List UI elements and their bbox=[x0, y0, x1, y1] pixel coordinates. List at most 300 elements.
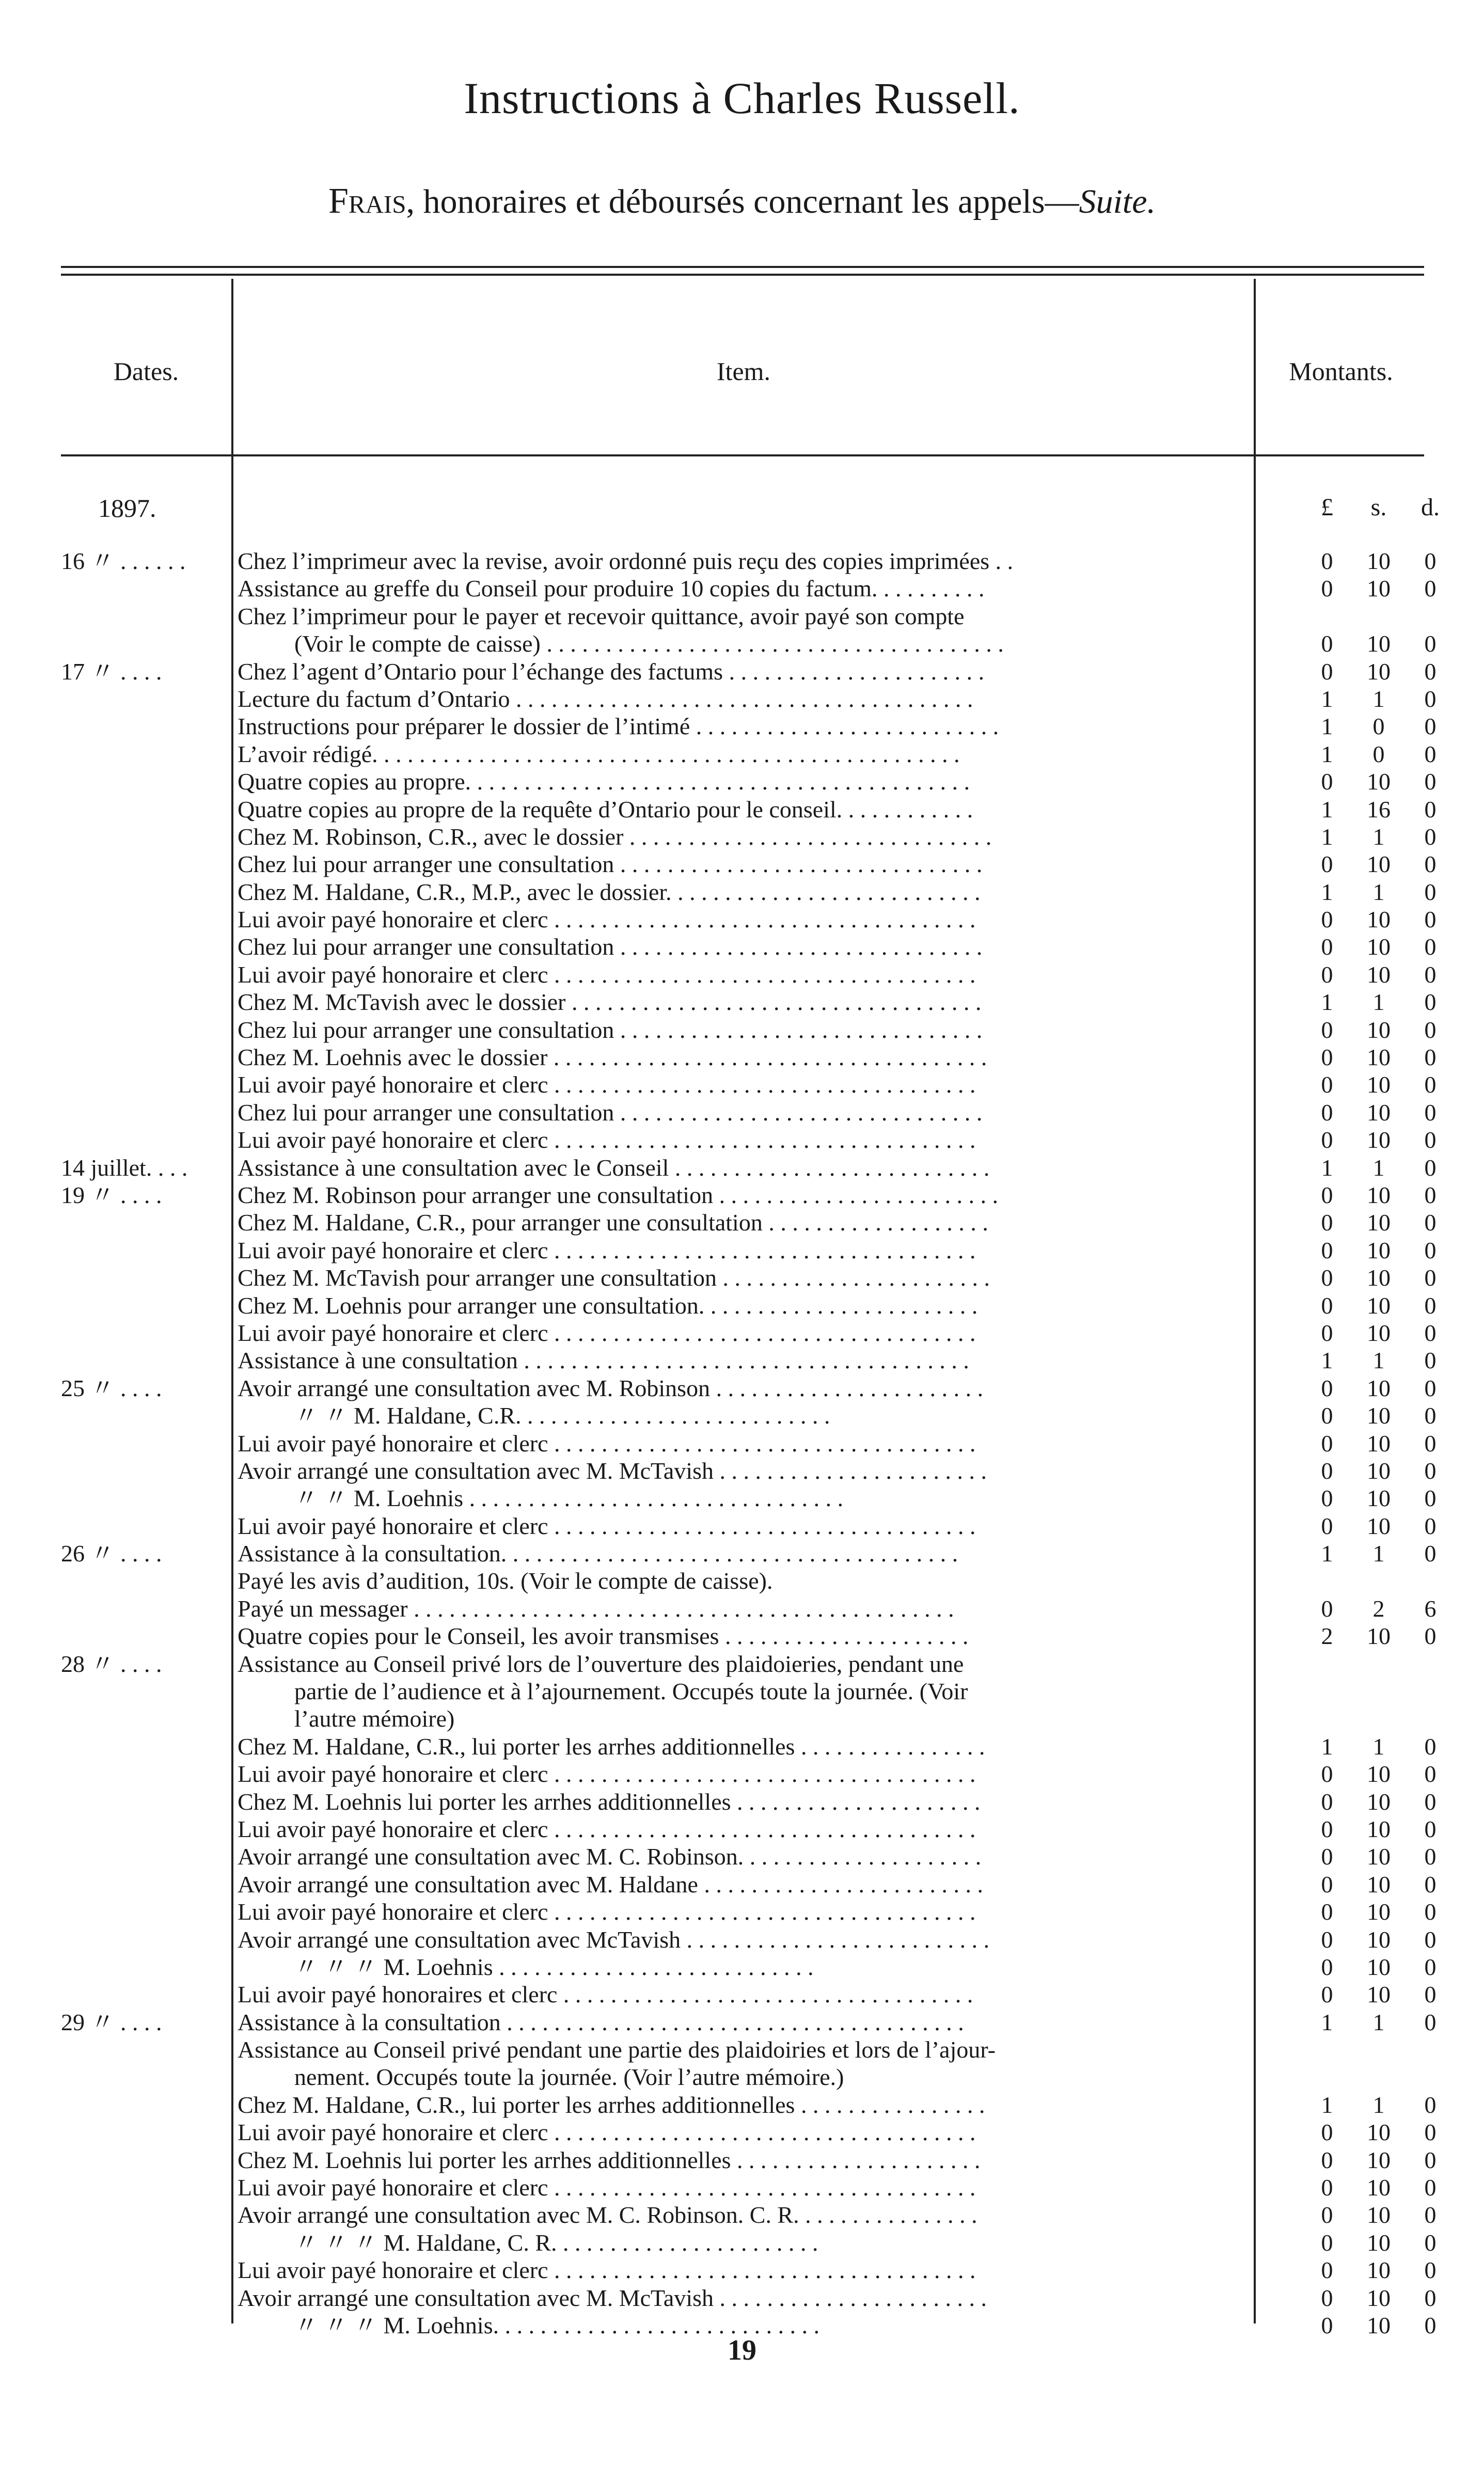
row-amount bbox=[1301, 1319, 1456, 1347]
amount-pence: 0 bbox=[1424, 851, 1436, 878]
row-item: Quatre copies au propre de la requête d’Ontario pour le conseil. . . . . . . . . . . . bbox=[238, 796, 973, 823]
row-amount bbox=[1301, 2091, 1456, 2119]
row-item: Assistance au greffe du Conseil pour produire 10 copies du factum. . . . . . . . . . bbox=[238, 575, 985, 602]
row-item: Assistance à la consultation . . . . . . . . . . . . . . . . . . . . . . . . . . . . . . . . . . . . . . . bbox=[238, 2009, 964, 2035]
row-item: Avoir arrangé une consultation avec M. McTavish . . . . . . . . . . . . . . . . . . . . . . . bbox=[238, 2284, 987, 2311]
row-item: Payé les avis d’audition, 10s. (Voir le compte de caisse). bbox=[238, 1568, 773, 1594]
amount-pounds: 0 bbox=[1321, 851, 1333, 878]
amount-shillings: 10 bbox=[1367, 1871, 1391, 1898]
table-row bbox=[0, 1430, 1484, 1457]
amount-shillings: 10 bbox=[1367, 851, 1391, 878]
row-amount bbox=[1301, 1788, 1456, 1815]
amount-pounds: 0 bbox=[1321, 1099, 1333, 1126]
amount-shillings: 10 bbox=[1367, 2229, 1391, 2256]
table-row bbox=[0, 1512, 1484, 1540]
amount-shillings: 2 bbox=[1372, 1595, 1385, 1622]
amount-pence: 0 bbox=[1424, 548, 1436, 574]
amount-shillings: 10 bbox=[1367, 548, 1391, 574]
ledger-rows bbox=[0, 547, 1484, 2339]
row-amount bbox=[1301, 2146, 1456, 2174]
amount-pounds: 0 bbox=[1321, 1071, 1333, 1098]
row-item: Chez lui pour arranger une consultation . . . . . . . . . . . . . . . . . . . . . . . . . . . . . . . bbox=[238, 851, 983, 878]
amount-shillings: 10 bbox=[1367, 1430, 1391, 1457]
amount-shillings: 10 bbox=[1367, 1044, 1391, 1071]
amount-shillings: 1 bbox=[1372, 2009, 1385, 2035]
row-amount bbox=[1301, 1981, 1456, 2008]
amount-pence: 0 bbox=[1424, 1154, 1436, 1181]
amount-pence: 0 bbox=[1424, 989, 1436, 1016]
row-amount bbox=[1301, 658, 1456, 685]
table-row bbox=[0, 2201, 1484, 2228]
table-row bbox=[0, 658, 1484, 685]
table-row bbox=[0, 603, 1484, 630]
amount-pence: 0 bbox=[1424, 2284, 1436, 2311]
table-row bbox=[0, 1374, 1484, 1402]
row-amount bbox=[1301, 2256, 1456, 2284]
table-row bbox=[0, 2146, 1484, 2174]
amount-pounds: 1 bbox=[1321, 989, 1333, 1016]
row-amount bbox=[1301, 2284, 1456, 2312]
table-row bbox=[0, 1843, 1484, 1870]
page-subtitle bbox=[0, 181, 1484, 222]
column-header-dates: Dates. bbox=[113, 357, 179, 386]
table-row bbox=[0, 1126, 1484, 1153]
row-amount bbox=[1301, 2009, 1456, 2036]
table-row bbox=[0, 575, 1484, 602]
page-number: 19 bbox=[728, 2334, 756, 2366]
row-item: 〃 〃 M. Haldane, C.R. . . . . . . . . . . . . . . . . . . . . . . . . . . bbox=[294, 1402, 830, 1429]
amount-pence: 0 bbox=[1424, 1071, 1436, 1098]
row-amount bbox=[1301, 575, 1456, 602]
row-amount bbox=[1301, 1512, 1456, 1540]
table-row bbox=[0, 1457, 1484, 1484]
amount-shillings: 10 bbox=[1367, 1292, 1391, 1319]
amount-pounds: 0 bbox=[1321, 2119, 1333, 2146]
amount-pence: 0 bbox=[1424, 878, 1436, 905]
amount-pounds: 0 bbox=[1321, 768, 1333, 795]
row-amount bbox=[1301, 1292, 1456, 1319]
row-amount bbox=[1301, 1733, 1456, 1760]
amount-pounds: 1 bbox=[1321, 685, 1333, 712]
row-item: Lui avoir payé honoraire et clerc . . . . . . . . . . . . . . . . . . . . . . . . . . . . . . . . . . . . bbox=[238, 1899, 976, 1925]
table-row bbox=[0, 1071, 1484, 1098]
amount-pence: 0 bbox=[1424, 575, 1436, 602]
amount-pence: 0 bbox=[1424, 1815, 1436, 1842]
row-amount bbox=[1301, 1595, 1456, 1622]
amount-shillings: 10 bbox=[1367, 1953, 1391, 1980]
row-item: Avoir arrangé une consultation avec M. C. Robinson. . . . . . . . . . . . . . . . . . . . . bbox=[238, 1843, 982, 1870]
amount-pence: 0 bbox=[1424, 1457, 1436, 1484]
amount-pence: 0 bbox=[1424, 1237, 1436, 1263]
amount-pence: 0 bbox=[1424, 823, 1436, 850]
amount-pounds: 0 bbox=[1321, 1044, 1333, 1071]
table-row bbox=[0, 768, 1484, 795]
row-item: partie de l’audience et à l’ajournement. Occupés toute la journée. (Voir bbox=[294, 1678, 968, 1705]
amount-pounds: 0 bbox=[1321, 2202, 1333, 2228]
amount-shillings: 10 bbox=[1367, 2174, 1391, 2201]
amount-shillings: 10 bbox=[1367, 1071, 1391, 1098]
amount-pounds: 1 bbox=[1321, 796, 1333, 823]
amount-pence: 0 bbox=[1424, 1181, 1436, 1208]
amount-pounds: 0 bbox=[1321, 1815, 1333, 1842]
row-item: Chez M. Loehnis avec le dossier . . . . . . . . . . . . . . . . . . . . . . . . . . . . . . . . . . . . . bbox=[238, 1044, 987, 1071]
row-item: Assistance à une consultation avec le Conseil . . . . . . . . . . . . . . . . . . . . . . . . . . . bbox=[238, 1154, 990, 1181]
amount-pounds: 1 bbox=[1321, 1540, 1333, 1567]
row-amount bbox=[1301, 2119, 1456, 2146]
amount-pounds: 0 bbox=[1321, 934, 1333, 960]
row-date: 29 〃 . . . . bbox=[61, 2009, 162, 2035]
row-item: Lui avoir payé honoraire et clerc . . . . . . . . . . . . . . . . . . . . . . . . . . . . . . . . . . . . bbox=[238, 1237, 976, 1263]
amount-shillings: 10 bbox=[1367, 2257, 1391, 2284]
row-item: Chez lui pour arranger une consultation . . . . . . . . . . . . . . . . . . . . . . . . . . . . . . . bbox=[238, 1016, 983, 1043]
amount-pence: 0 bbox=[1424, 1761, 1436, 1788]
table-row bbox=[0, 1981, 1484, 2008]
amount-pounds: 1 bbox=[1321, 1347, 1333, 1374]
row-amount bbox=[1301, 1071, 1456, 1098]
amount-pence: 0 bbox=[1424, 2229, 1436, 2256]
amount-shillings: 1 bbox=[1372, 1347, 1385, 1374]
amount-pounds: 0 bbox=[1321, 1374, 1333, 1401]
column-header-amounts: Montants. bbox=[1289, 357, 1393, 386]
row-amount bbox=[1301, 1044, 1456, 1071]
row-amount bbox=[1301, 1953, 1456, 1981]
amount-shillings: 10 bbox=[1367, 1402, 1391, 1429]
table-row bbox=[0, 1347, 1484, 1374]
amount-pence: 0 bbox=[1424, 1374, 1436, 1401]
row-item: Assistance au Conseil privé pendant une partie des plaidoiries et lors de l’ajour- bbox=[238, 2036, 996, 2063]
row-item: L’avoir rédigé. . . . . . . . . . . . . . . . . . . . . . . . . . . . . . . . . . . . . . . . . . . . . . . . . . bbox=[238, 740, 960, 767]
amount-pounds: 0 bbox=[1321, 1264, 1333, 1291]
amount-shillings: 1 bbox=[1372, 823, 1385, 850]
amount-shillings: 10 bbox=[1367, 575, 1391, 602]
amount-shillings: 10 bbox=[1367, 1926, 1391, 1953]
amount-pounds: 0 bbox=[1321, 1981, 1333, 2008]
table-row bbox=[0, 740, 1484, 768]
row-item: l’autre mémoire) bbox=[294, 1705, 455, 1732]
amount-pounds: 1 bbox=[1321, 823, 1333, 850]
table-row bbox=[0, 1705, 1484, 1732]
table-row bbox=[0, 1622, 1484, 1650]
row-amount bbox=[1301, 823, 1456, 850]
amount-pounds: 2 bbox=[1321, 1623, 1333, 1650]
row-item: Avoir arrangé une consultation avec M. McTavish . . . . . . . . . . . . . . . . . . . . . . . bbox=[238, 1457, 987, 1484]
amount-shillings: 10 bbox=[1367, 1264, 1391, 1291]
amount-pounds: 0 bbox=[1321, 1595, 1333, 1622]
amount-pounds: 1 bbox=[1321, 878, 1333, 905]
row-item: 〃 〃 〃 M. Haldane, C. R. . . . . . . . . . . . . . . . . . . . . . . bbox=[294, 2229, 818, 2256]
row-amount bbox=[1301, 1650, 1456, 1678]
row-item: Chez M. Haldane, C.R., pour arranger une consultation . . . . . . . . . . . . . . . . . . . bbox=[238, 1209, 988, 1236]
amount-pence: 0 bbox=[1424, 1953, 1436, 1980]
amount-shillings: 10 bbox=[1367, 1181, 1391, 1208]
amount-shillings: 10 bbox=[1367, 1016, 1391, 1043]
row-item: Lui avoir payé honoraire et clerc . . . . . . . . . . . . . . . . . . . . . . . . . . . . . . . . . . . . bbox=[238, 961, 976, 988]
row-item: 〃 〃 M. Loehnis . . . . . . . . . . . . . . . . . . . . . . . . . . . . . . . . bbox=[294, 1485, 844, 1512]
table-row bbox=[0, 1292, 1484, 1319]
row-item: Chez M. Haldane, C.R., lui porter les arrhes additionnelles . . . . . . . . . . . . . . . . bbox=[238, 2091, 985, 2118]
row-amount bbox=[1301, 1374, 1456, 1402]
amount-pence: 0 bbox=[1424, 1292, 1436, 1319]
table-row bbox=[0, 2063, 1484, 2091]
row-item: Chez lui pour arranger une consultation . . . . . . . . . . . . . . . . . . . . . . . . . . . . . . . bbox=[238, 934, 983, 960]
amount-shillings: 10 bbox=[1367, 1485, 1391, 1512]
row-item: Chez l’imprimeur avec la revise, avoir ordonné puis reçu des copies imprimées . . bbox=[238, 548, 1014, 574]
table-row bbox=[0, 961, 1484, 988]
row-item: Lui avoir payé honoraire et clerc . . . . . . . . . . . . . . . . . . . . . . . . . . . . . . . . . . . . bbox=[238, 1319, 976, 1346]
amount-pence: 0 bbox=[1424, 1402, 1436, 1429]
amount-shillings: 10 bbox=[1367, 768, 1391, 795]
row-item: Chez M. Haldane, C.R., lui porter les arrhes additionnelles . . . . . . . . . . . . . . . . bbox=[238, 1733, 985, 1760]
row-amount bbox=[1301, 1843, 1456, 1870]
amount-pounds: 1 bbox=[1321, 1733, 1333, 1760]
table-row bbox=[0, 1595, 1484, 1622]
amount-pence: 0 bbox=[1424, 630, 1436, 657]
amount-pence: 0 bbox=[1424, 1926, 1436, 1953]
table-row bbox=[0, 1926, 1484, 1953]
amount-pounds: 0 bbox=[1321, 1485, 1333, 1512]
subtitle-italic: Suite. bbox=[1079, 183, 1156, 220]
row-item: Avoir arrangé une consultation avec M. Robinson . . . . . . . . . . . . . . . . . . . . . . . bbox=[238, 1374, 984, 1401]
table-row bbox=[0, 713, 1484, 740]
table-top-rule-1 bbox=[61, 266, 1424, 268]
amount-pence: 0 bbox=[1424, 1981, 1436, 2008]
amount-shillings: 0 bbox=[1372, 740, 1385, 767]
amount-shillings: 1 bbox=[1372, 1733, 1385, 1760]
table-top-rule-2 bbox=[61, 274, 1424, 276]
amount-pence: 0 bbox=[1424, 1430, 1436, 1457]
amount-pence: 0 bbox=[1424, 2202, 1436, 2228]
amount-pounds: 0 bbox=[1321, 1512, 1333, 1539]
row-item: Chez M. McTavish avec le dossier . . . . . . . . . . . . . . . . . . . . . . . . . . . . . . . . . . . bbox=[238, 989, 982, 1016]
row-amount bbox=[1301, 1457, 1456, 1484]
amount-pence: 0 bbox=[1424, 2257, 1436, 2284]
amount-shillings: 10 bbox=[1367, 1843, 1391, 1870]
row-amount bbox=[1301, 1926, 1456, 1953]
row-amount bbox=[1301, 1154, 1456, 1181]
row-item: Lui avoir payé honoraire et clerc . . . . . . . . . . . . . . . . . . . . . . . . . . . . . . . . . . . . bbox=[238, 1815, 976, 1842]
amount-pounds: 0 bbox=[1321, 1457, 1333, 1484]
amount-pounds: 0 bbox=[1321, 1788, 1333, 1815]
currency-header bbox=[1301, 493, 1456, 521]
amount-pence: 0 bbox=[1424, 1623, 1436, 1650]
table-row bbox=[0, 1099, 1484, 1126]
row-item: Chez M. Robinson pour arranger une consultation . . . . . . . . . . . . . . . . . . . . . . . . bbox=[238, 1181, 999, 1208]
table-row bbox=[0, 630, 1484, 657]
row-item: 〃 〃 〃 M. Loehnis. . . . . . . . . . . . . . . . . . . . . . . . . . . . bbox=[294, 2312, 820, 2338]
amount-pence: 0 bbox=[1424, 934, 1436, 960]
amount-shillings: 1 bbox=[1372, 989, 1385, 1016]
row-item: Lecture du factum d’Ontario . . . . . . . . . . . . . . . . . . . . . . . . . . . . . . . . . . . . . . . bbox=[238, 685, 973, 712]
amount-pounds: 0 bbox=[1321, 1430, 1333, 1457]
table-row bbox=[0, 933, 1484, 960]
amount-shillings: 10 bbox=[1367, 2312, 1391, 2338]
amount-pence: 0 bbox=[1424, 713, 1436, 740]
amount-shillings: 0 bbox=[1372, 713, 1385, 740]
amount-pounds: 0 bbox=[1321, 1209, 1333, 1236]
amount-pence: 0 bbox=[1424, 961, 1436, 988]
table-row bbox=[0, 1898, 1484, 1925]
amount-pounds: 1 bbox=[1321, 713, 1333, 740]
table-row bbox=[0, 685, 1484, 713]
row-item: Chez M. McTavish pour arranger une consultation . . . . . . . . . . . . . . . . . . . . . . . bbox=[238, 1264, 990, 1291]
row-amount bbox=[1301, 796, 1456, 823]
row-item: Lui avoir payé honoraire et clerc . . . . . . . . . . . . . . . . . . . . . . . . . . . . . . . . . . . . bbox=[238, 1512, 976, 1539]
row-item: Chez lui pour arranger une consultation . . . . . . . . . . . . . . . . . . . . . . . . . . . . . . . bbox=[238, 1099, 983, 1126]
row-amount bbox=[1301, 1430, 1456, 1457]
row-item: Lui avoir payé honoraire et clerc . . . . . . . . . . . . . . . . . . . . . . . . . . . . . . . . . . . . bbox=[238, 2257, 976, 2284]
row-item: Avoir arrangé une consultation avec M. Haldane . . . . . . . . . . . . . . . . . . . . . . . . bbox=[238, 1871, 983, 1898]
amount-pence: 0 bbox=[1424, 2312, 1436, 2338]
amount-pence: 0 bbox=[1424, 1127, 1436, 1153]
amount-pounds: 0 bbox=[1321, 961, 1333, 988]
row-amount bbox=[1301, 1402, 1456, 1429]
amount-shillings: 10 bbox=[1367, 2119, 1391, 2146]
amount-pence: 0 bbox=[1424, 1733, 1436, 1760]
amount-pounds: 0 bbox=[1321, 1127, 1333, 1153]
row-amount bbox=[1301, 1622, 1456, 1650]
row-item: Quatre copies au propre. . . . . . . . . . . . . . . . . . . . . . . . . . . . . . . . . . . . . . . . . . . bbox=[238, 768, 970, 795]
amount-shillings: 1 bbox=[1372, 685, 1385, 712]
row-item: Lui avoir payé honoraire et clerc . . . . . . . . . . . . . . . . . . . . . . . . . . . . . . . . . . . . bbox=[238, 2174, 976, 2201]
row-item: Avoir arrangé une consultation avec M. C. Robinson. C. R. . . . . . . . . . . . . . . . bbox=[238, 2202, 977, 2228]
table-header-rule bbox=[61, 454, 1424, 456]
amount-pounds: 1 bbox=[1321, 2009, 1333, 2035]
amount-shillings: 10 bbox=[1367, 1209, 1391, 1236]
row-amount bbox=[1301, 1237, 1456, 1264]
amount-pounds: 0 bbox=[1321, 1319, 1333, 1346]
table-row bbox=[0, 1319, 1484, 1347]
amount-shillings: 10 bbox=[1367, 1815, 1391, 1842]
row-amount bbox=[1301, 547, 1456, 575]
row-item: (Voir le compte de caisse) . . . . . . . . . . . . . . . . . . . . . . . . . . . . . . . . . . . . . . . bbox=[294, 630, 1004, 657]
table-row bbox=[0, 1016, 1484, 1044]
amount-shillings: 1 bbox=[1372, 1154, 1385, 1181]
amount-pence: 0 bbox=[1424, 796, 1436, 823]
amount-pounds: 0 bbox=[1321, 658, 1333, 685]
currency-shillings: s. bbox=[1370, 494, 1387, 521]
row-amount bbox=[1301, 1815, 1456, 1843]
amount-shillings: 10 bbox=[1367, 1899, 1391, 1925]
amount-pence: 0 bbox=[1424, 685, 1436, 712]
table-row bbox=[0, 1264, 1484, 1291]
row-date: 19 〃 . . . . bbox=[61, 1181, 162, 1208]
amount-pounds: 1 bbox=[1321, 2091, 1333, 2118]
row-item: Chez M. Loehnis lui porter les arrhes additionnelles . . . . . . . . . . . . . . . . . . . . . bbox=[238, 1788, 981, 1815]
amount-pence: 0 bbox=[1424, 1264, 1436, 1291]
row-amount bbox=[1301, 2063, 1456, 2091]
amount-pounds: 0 bbox=[1321, 1181, 1333, 1208]
row-item: Avoir arrangé une consultation avec McTavish . . . . . . . . . . . . . . . . . . . . . . . . . . bbox=[238, 1926, 990, 1953]
table-row bbox=[0, 850, 1484, 878]
row-amount bbox=[1301, 1898, 1456, 1925]
row-amount bbox=[1301, 768, 1456, 795]
row-amount bbox=[1301, 740, 1456, 768]
amount-pounds: 0 bbox=[1321, 1926, 1333, 1953]
subtitle-text: , honoraires et déboursés concernant les appels— bbox=[406, 183, 1079, 220]
table-row bbox=[0, 2009, 1484, 2036]
row-item: nement. Occupés toute la journée. (Voir l’autre mémoire.) bbox=[294, 2064, 844, 2091]
table-row bbox=[0, 1788, 1484, 1815]
amount-pounds: 1 bbox=[1321, 1154, 1333, 1181]
amount-shillings: 10 bbox=[1367, 630, 1391, 657]
table-row bbox=[0, 1815, 1484, 1843]
amount-pence: 0 bbox=[1424, 2091, 1436, 2118]
table-row bbox=[0, 2284, 1484, 2312]
amount-shillings: 1 bbox=[1372, 878, 1385, 905]
amount-pence: 0 bbox=[1424, 1485, 1436, 1512]
row-item: 〃 〃 〃 M. Loehnis . . . . . . . . . . . . . . . . . . . . . . . . . . . bbox=[294, 1953, 814, 1980]
currency-pence: d. bbox=[1421, 494, 1440, 521]
amount-pence: 0 bbox=[1424, 2119, 1436, 2146]
column-header-item: Item. bbox=[716, 357, 771, 386]
amount-shillings: 10 bbox=[1367, 2284, 1391, 2311]
amount-shillings: 10 bbox=[1367, 1099, 1391, 1126]
row-item: Instructions pour préparer le dossier de l’intimé . . . . . . . . . . . . . . . . . . . . . . . . . . bbox=[238, 713, 999, 740]
amount-pounds: 0 bbox=[1321, 1899, 1333, 1925]
row-item: Lui avoir payé honoraire et clerc . . . . . . . . . . . . . . . . . . . . . . . . . . . . . . . . . . . . bbox=[238, 1761, 976, 1788]
amount-pence: 0 bbox=[1424, 906, 1436, 933]
table-row bbox=[0, 1650, 1484, 1678]
row-amount bbox=[1301, 1678, 1456, 1705]
row-date: 28 〃 . . . . bbox=[61, 1650, 162, 1677]
table-row bbox=[0, 1871, 1484, 1898]
amount-pounds: 0 bbox=[1321, 1843, 1333, 1870]
row-amount bbox=[1301, 1484, 1456, 1512]
row-item: Lui avoir payé honoraire et clerc . . . . . . . . . . . . . . . . . . . . . . . . . . . . . . . . . . . . bbox=[238, 2119, 976, 2146]
row-item: Quatre copies pour le Conseil, les avoir transmises . . . . . . . . . . . . . . . . . . . . . bbox=[238, 1623, 969, 1650]
row-item: Payé un messager . . . . . . . . . . . . . . . . . . . . . . . . . . . . . . . . . . . . . . . . . . . . . . bbox=[238, 1595, 954, 1622]
row-amount bbox=[1301, 1209, 1456, 1236]
amount-pounds: 0 bbox=[1321, 1871, 1333, 1898]
row-amount bbox=[1301, 1705, 1456, 1732]
amount-pounds: 0 bbox=[1321, 1292, 1333, 1319]
table-row bbox=[0, 547, 1484, 575]
amount-pence: 0 bbox=[1424, 1540, 1436, 1567]
row-item: Chez l’agent d’Ontario pour l’échange des factums . . . . . . . . . . . . . . . . . . . . . . bbox=[238, 658, 985, 685]
amount-pounds: 0 bbox=[1321, 630, 1333, 657]
amount-pounds: 0 bbox=[1321, 1016, 1333, 1043]
row-amount bbox=[1301, 1016, 1456, 1044]
row-amount bbox=[1301, 1567, 1456, 1594]
row-amount bbox=[1301, 630, 1456, 657]
row-amount bbox=[1301, 603, 1456, 630]
row-item: Chez M. Loehnis pour arranger une consultation. . . . . . . . . . . . . . . . . . . . . . . . bbox=[238, 1292, 978, 1319]
amount-shillings: 10 bbox=[1367, 906, 1391, 933]
amount-pounds: 0 bbox=[1321, 575, 1333, 602]
table-row bbox=[0, 2174, 1484, 2201]
amount-pence: 0 bbox=[1424, 1788, 1436, 1815]
table-row bbox=[0, 1953, 1484, 1981]
amount-pounds: 0 bbox=[1321, 1402, 1333, 1429]
row-amount bbox=[1301, 713, 1456, 740]
table-row bbox=[0, 1044, 1484, 1071]
amount-shillings: 10 bbox=[1367, 658, 1391, 685]
table-row bbox=[0, 1760, 1484, 1788]
row-item: Assistance au Conseil privé lors de l’ouverture des plaidoieries, pendant une bbox=[238, 1650, 964, 1677]
amount-pence: 0 bbox=[1424, 2174, 1436, 2201]
amount-pence: 0 bbox=[1424, 1843, 1436, 1870]
amount-pounds: 1 bbox=[1321, 740, 1333, 767]
amount-shillings: 10 bbox=[1367, 2202, 1391, 2228]
amount-pence: 0 bbox=[1424, 1512, 1436, 1539]
row-amount bbox=[1301, 1181, 1456, 1209]
row-amount bbox=[1301, 1099, 1456, 1126]
row-item: Lui avoir payé honoraire et clerc . . . . . . . . . . . . . . . . . . . . . . . . . . . . . . . . . . . . bbox=[238, 1127, 976, 1153]
table-row bbox=[0, 1181, 1484, 1209]
row-amount bbox=[1301, 2201, 1456, 2228]
row-amount bbox=[1301, 1347, 1456, 1374]
page-title: Instructions à Charles Russell. bbox=[464, 73, 1020, 123]
